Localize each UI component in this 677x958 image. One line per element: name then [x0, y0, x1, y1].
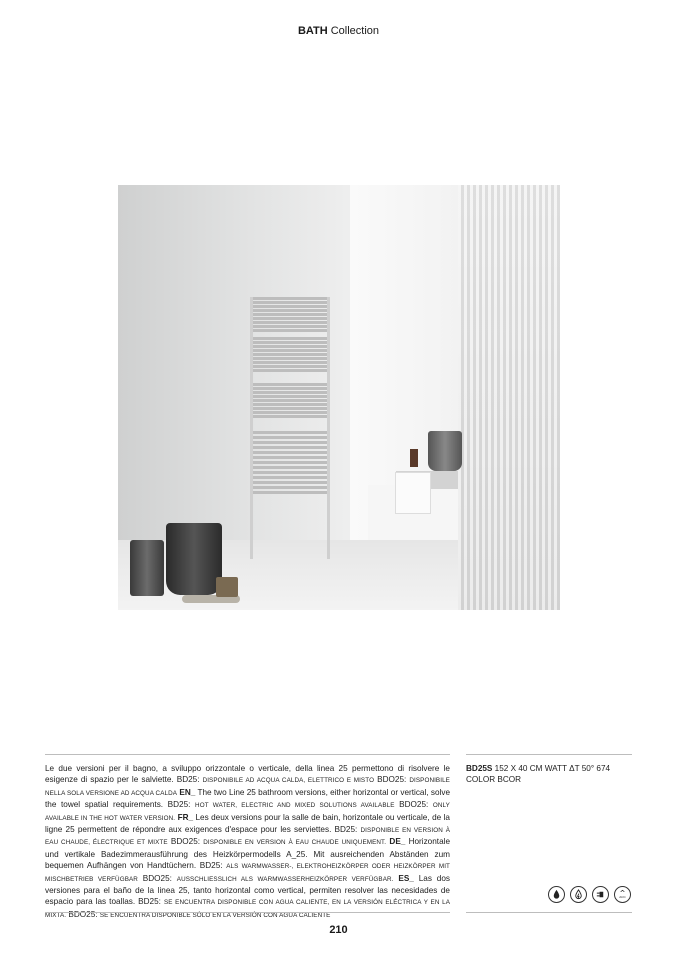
- radiator-bar: [253, 476, 327, 479]
- radiator-bar: [253, 313, 327, 316]
- water-drop-icon: [548, 886, 565, 903]
- desc-fr: Les deux versions pour la salle de bain, horizontale ou verticale, de la ligne 25 permettent de répondre aux exigences d'espace pour les serviettes. BD25:: [45, 812, 450, 835]
- radiator-bar: [253, 383, 327, 386]
- header-collection: Collection: [330, 25, 380, 37]
- description-text: [45, 763, 450, 921]
- desc-fr-note: DISPONIBLE EN VERSION À EAU CHAUDE, ÉLECTRIQUE ET MIXTE: [45, 827, 450, 847]
- desc-it-model: BDO25:: [374, 775, 410, 785]
- desc-de: Horizontale und vertikale Badezimmerausführung des Heizkörpermodells A_25. Mit ausreichenden Abständen zum bequemen Aufhängen von Handtüchern. BD25:: [45, 837, 450, 871]
- radiator-bar: [253, 329, 327, 332]
- desc-de-note: ALS WARMWASSER-, ELEKTROHEIZKÖRPER ODER HEIZKÖRPER MIT MISCHBETRIEB VERFÜGBAR: [45, 863, 450, 883]
- radiator-bar: [253, 321, 327, 324]
- radiator-bar: [253, 466, 327, 469]
- radiator-bar: [253, 446, 327, 449]
- radiator-bar: [253, 471, 327, 474]
- radiator-bar: [253, 415, 327, 418]
- divider-right-top: [466, 754, 632, 755]
- radiator-bar: [253, 395, 327, 398]
- towel-radiator: [250, 297, 330, 559]
- radiator-bar: [253, 353, 327, 356]
- spec-details: 152 X 40 CM WATT ΔT 50° 674: [492, 764, 611, 773]
- page-header: [0, 25, 677, 37]
- radiator-bar: [253, 341, 327, 344]
- radiator-bar: [253, 407, 327, 410]
- radiator-bar: [253, 325, 327, 328]
- radiator-bar: [253, 309, 327, 312]
- desc-fr-note2: DISPONIBLE EN VERSION À EAU CHAUDE UNIQUEMENT.: [203, 839, 387, 847]
- desc-it-note2: DISPONIBILE NELLA SOLA VERSIONE AD ACQUA CALDA: [45, 777, 450, 797]
- radiator-bar: [253, 481, 327, 484]
- radiator-bar: [253, 411, 327, 414]
- electric-icon: [592, 886, 609, 903]
- desc-es: Las dos versiones para el baño de la linea 25, tanto horizontal como vertical, permiten resolver las necesidades de espacio para las toallas. BD25:: [45, 873, 450, 907]
- radiator-bar: [253, 403, 327, 406]
- radiator-bar: [253, 436, 327, 439]
- radiator-bar: [253, 431, 327, 434]
- lang-tag-de: DE_: [389, 837, 406, 847]
- radiator-bar: [253, 486, 327, 489]
- radiator-bar: [253, 297, 327, 300]
- desc-it-note: DISPONIBILE AD ACQUA CALDA, ELETTRICO E MISTO: [202, 777, 375, 785]
- radiator-bar: [253, 361, 327, 364]
- radiator-bar: [253, 317, 327, 320]
- page-number: 210: [329, 924, 348, 936]
- photo-towel: [395, 472, 431, 514]
- photo-soap: [216, 577, 238, 597]
- radiator-bar: [253, 441, 327, 444]
- radiator-bar: [253, 305, 327, 308]
- lang-tag-es: ES_: [398, 873, 414, 883]
- photo-watering-can: [130, 540, 164, 596]
- spec-block: [466, 763, 636, 786]
- desc-en-model: BDO25:: [394, 800, 433, 810]
- divider-left-top: [45, 754, 450, 755]
- photo-metal-pail: [428, 431, 462, 471]
- radiator-bar: [253, 365, 327, 368]
- radiator-bar: [253, 391, 327, 394]
- desc-es-note: SE ENCUENTRA DISPONIBLE CON AGUA CALIENTE, EN LA VERSIÓN ELÉCTRICA Y EN LA MIXTA.: [45, 899, 450, 919]
- divider-right-bottom: [466, 912, 632, 913]
- radiator-bar: [253, 369, 327, 372]
- desc-es-note2: SE ENCUENTRA DISPONIBLE SÓLO EN LA VERSIÓN CON AGUA CALIENTE: [99, 911, 331, 919]
- acc-icon: [614, 886, 631, 903]
- spec-model: BD25S: [466, 764, 493, 773]
- desc-en-note2: ONLY AVAILABLE IN THE HOT WATER VERSION.: [45, 802, 450, 822]
- desc-en: The two Line 25 bathroom versions, either horizontal or vertical, solve the towel spatial requirements. BD25:: [45, 787, 451, 810]
- mixed-drop-icon: [570, 886, 587, 903]
- radiator-bar: [253, 461, 327, 464]
- photo-bucket: [166, 523, 222, 595]
- radiator-bar: [253, 456, 327, 459]
- divider-left-bottom: [45, 912, 450, 913]
- radiator-bar: [253, 345, 327, 348]
- spec-color: COLOR BCOR: [466, 775, 522, 785]
- desc-de-note2: AUSSCHLIESSLICH ALS WARMWASSERHEIZKÖRPER VERFÜGBAR.: [176, 875, 394, 883]
- feature-icons: [548, 886, 631, 903]
- radiator-bar: [253, 301, 327, 304]
- photo-glass-panel: [458, 185, 560, 610]
- radiator-bar: [253, 451, 327, 454]
- product-photo: [118, 185, 560, 610]
- radiator-bar: [253, 491, 327, 494]
- radiator-bar: [253, 349, 327, 352]
- header-brand: BATH: [297, 25, 328, 37]
- radiator-bar: [253, 399, 327, 402]
- radiator-bar: [253, 357, 327, 360]
- lang-tag-en: EN_: [179, 787, 196, 797]
- radiator-bar: [253, 387, 327, 390]
- desc-de-model: BDO25:: [137, 873, 177, 883]
- desc-en-note: HOT WATER, ELECTRIC AND MIXED SOLUTIONS AVAILABLE: [195, 802, 395, 810]
- lang-tag-fr: FR_: [177, 812, 194, 822]
- desc-es-model: BDO25:: [66, 909, 100, 919]
- desc-fr-model: BDO25:: [167, 837, 204, 847]
- photo-diffuser: [410, 449, 418, 467]
- radiator-bar: [253, 337, 327, 340]
- desc-it: Le due versioni per il bagno, a sviluppo orizzontale o verticale, della linea 25 permettono di risolvere le esigenze di spazio per le salviette. BD25:: [45, 764, 450, 785]
- acc-icon-label: ACC: [619, 895, 626, 900]
